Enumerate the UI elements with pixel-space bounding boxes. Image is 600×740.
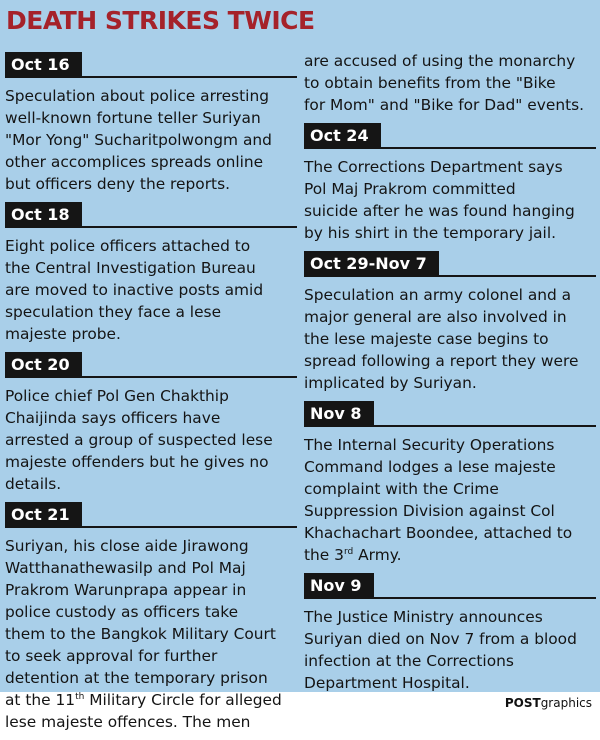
entry-line: Eight police officers attached to: [5, 237, 251, 255]
entry-text: [304, 434, 596, 566]
date-label: Oct 29-Nov 7: [304, 251, 439, 277]
date-label: Nov 9: [304, 573, 374, 599]
entry-line: arrested a group of suspected lese: [5, 431, 273, 449]
credit-brand: POST: [504, 696, 541, 710]
entry-line: other accomplices spreads online: [5, 153, 264, 171]
entry-line: police custody as officers take: [5, 603, 239, 621]
entry-line: but officers deny the reports.: [5, 175, 230, 193]
entry-line: [5, 689, 297, 711]
entry-text-continued: [304, 50, 596, 116]
entry-line: by his shirt in the temporary jail.: [304, 224, 557, 242]
entry-line: Suppression Division against Col: [304, 502, 555, 520]
entry-line: the lese majeste case begins to: [304, 330, 549, 348]
date-label: Oct 18: [5, 202, 82, 228]
timeline-column-right: [304, 52, 596, 701]
entry-line: The Justice Ministry announces: [304, 608, 543, 626]
ordinal-suffix: rd: [343, 546, 354, 557]
entry-line: Chaijinda says officers have: [5, 409, 221, 427]
entry-text: [5, 85, 297, 195]
timeline-entry: [5, 352, 297, 495]
entry-line: Pol Maj Prakrom committed: [304, 180, 516, 198]
date-label: Oct 24: [304, 123, 381, 149]
entry-line: to obtain benefits from the "Bike: [304, 74, 556, 92]
entry-line: complaint with the Crime: [304, 480, 499, 498]
date-label: Oct 20: [5, 352, 82, 378]
entry-line: The Internal Security Operations: [304, 436, 555, 454]
entry-text-segment: Army.: [353, 546, 402, 564]
entry-text: [5, 535, 297, 733]
entry-line: "Mor Yong" Sucharitpolwongm and: [5, 131, 272, 149]
entry-line: majeste probe.: [5, 325, 121, 343]
date-label: Oct 16: [5, 52, 82, 78]
entry-line: Speculation an army colonel and a: [304, 286, 572, 304]
entry-line: spread following a report they were: [304, 352, 579, 370]
entry-text: [304, 284, 596, 394]
date-label: Nov 8: [304, 401, 374, 427]
source-credit: [505, 696, 592, 710]
date-header: [304, 401, 596, 427]
entry-line: suicide after he was found hanging: [304, 202, 575, 220]
entry-line: to seek approval for further: [5, 647, 218, 665]
ordinal-suffix: th: [75, 691, 85, 702]
timeline-entry: [5, 502, 297, 733]
entry-line: The Corrections Department says: [304, 158, 563, 176]
date-label: Oct 21: [5, 502, 82, 528]
entry-line: lese majeste offences. The men: [5, 713, 251, 731]
timeline-entry: [304, 123, 596, 244]
entry-line: well-known fortune teller Suriyan: [5, 109, 261, 127]
entry-line: are moved to inactive posts amid: [5, 281, 264, 299]
entry-line: Prakrom Warunprapa appear in: [5, 581, 247, 599]
entry-line: for Mom" and "Bike for Dad" events.: [304, 96, 585, 114]
entry-text: [304, 606, 596, 694]
entry-text-segment: Military Circle for alleged: [84, 691, 282, 709]
timeline-column-left: [5, 52, 297, 740]
timeline-entry: [304, 401, 596, 566]
entry-line: [304, 544, 596, 566]
date-header: [304, 123, 596, 149]
infographic-title: DEATH STRIKES TWICE: [6, 6, 315, 35]
date-header: [5, 352, 297, 378]
entry-line: are accused of using the monarchy: [304, 52, 576, 70]
entry-text: [304, 156, 596, 244]
date-header: [304, 573, 596, 599]
date-header: [5, 502, 297, 528]
entry-line: Khachachart Boondee, attached to: [304, 524, 573, 542]
entry-line: Department Hospital.: [304, 674, 470, 692]
entry-line: detention at the temporary prison: [5, 669, 268, 687]
entry-line: implicated by Suriyan.: [304, 374, 477, 392]
entry-line: speculation they face a lese: [5, 303, 222, 321]
entry-line: Speculation about police arresting: [5, 87, 269, 105]
entry-line: majeste offenders but he gives no: [5, 453, 269, 471]
date-header: [5, 202, 297, 228]
entry-line: the Central Investigation Bureau: [5, 259, 256, 277]
date-header: [304, 251, 596, 277]
entry-text: [5, 235, 297, 345]
entry-line: them to the Bangkok Military Court: [5, 625, 276, 643]
entry-line: Watthanathewasilp and Pol Maj: [5, 559, 246, 577]
entry-text-segment: at the 11: [5, 691, 76, 709]
entry-line: major general are also involved in: [304, 308, 567, 326]
timeline-entry: [5, 202, 297, 345]
entry-line: infection at the Corrections: [304, 652, 514, 670]
entry-line: Suriyan, his close aide Jirawong: [5, 537, 249, 555]
entry-text-segment: the 3: [304, 546, 344, 564]
timeline-entry: [304, 251, 596, 394]
entry-text: [5, 385, 297, 495]
entry-line: details.: [5, 475, 62, 493]
entry-line: Suriyan died on Nov 7 from a blood: [304, 630, 577, 648]
date-header: [5, 52, 297, 78]
timeline-entry: [5, 52, 297, 195]
entry-line: Police chief Pol Gen Chakthip: [5, 387, 229, 405]
entry-line: Command lodges a lese majeste: [304, 458, 556, 476]
timeline-entry: [304, 573, 596, 694]
credit-suffix: graphics: [540, 696, 592, 710]
